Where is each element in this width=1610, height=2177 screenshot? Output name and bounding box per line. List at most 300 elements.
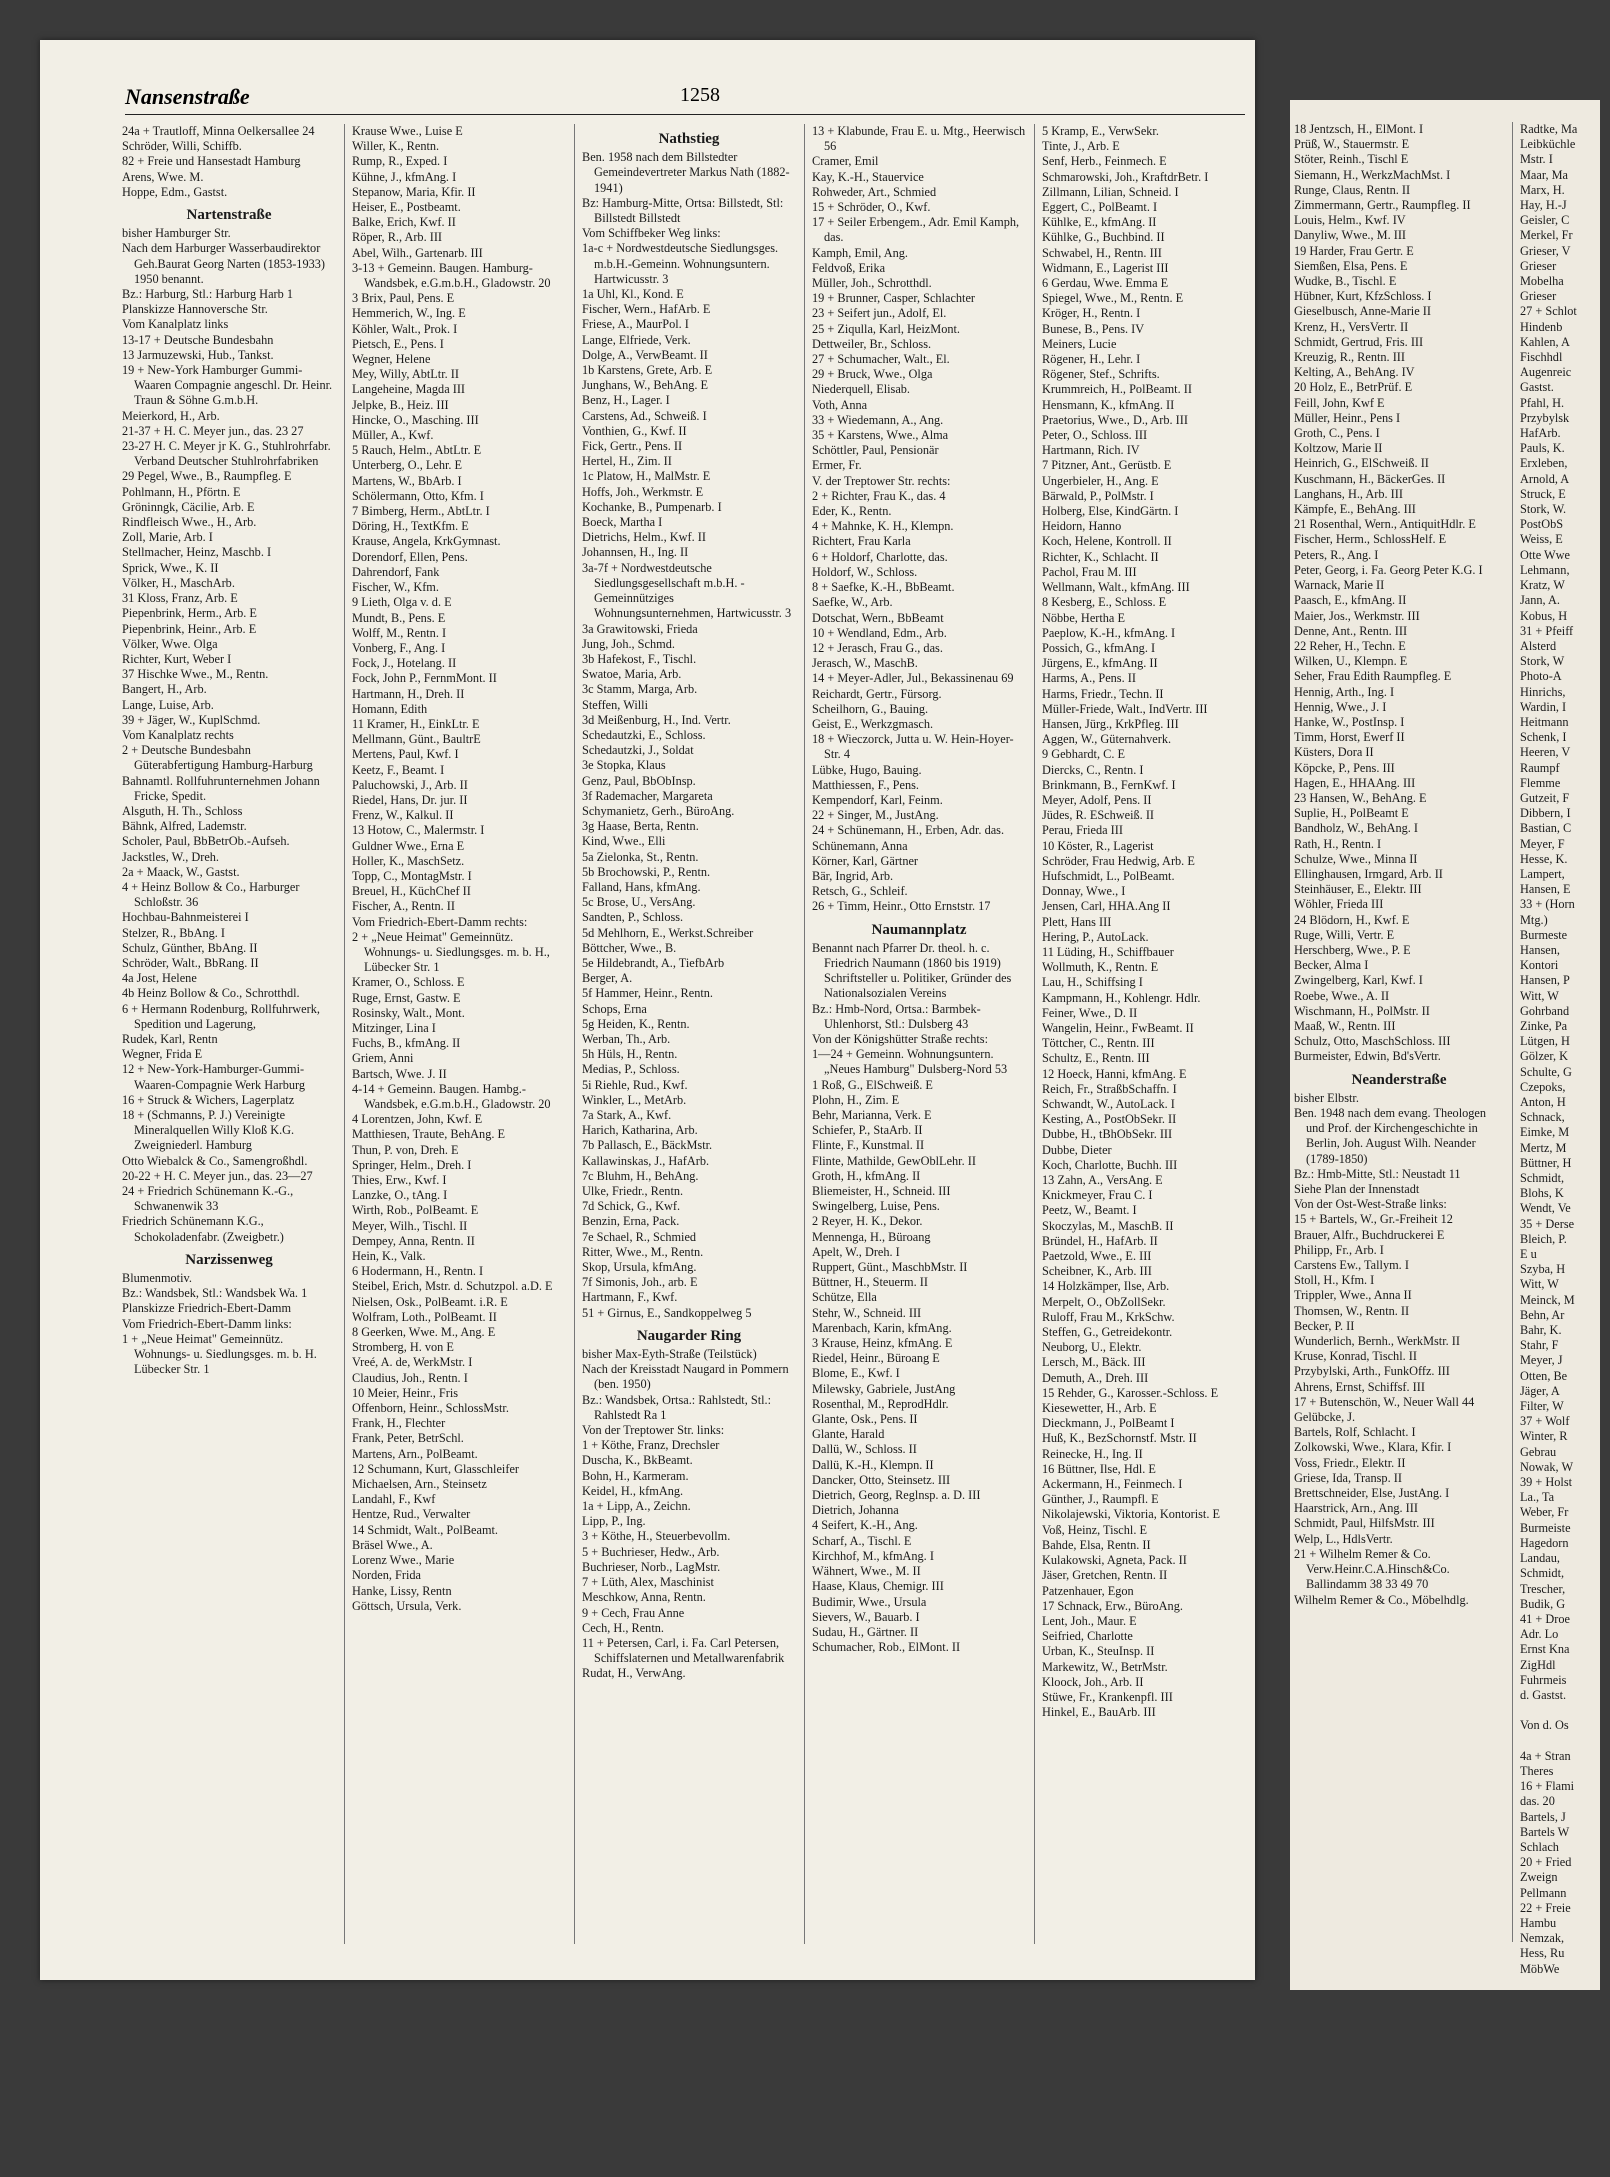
- directory-entry: 15 Rehder, G., Karosser.-Schloss. E: [1042, 1385, 1219, 1400]
- directory-entry: 5 Rauch, Helm., AbtLtr. E: [352, 443, 482, 458]
- directory-entry: 21-37 + H. C. Meyer jun., das. 23 27: [122, 423, 304, 438]
- directory-entry: Sandten, P., Schloss.: [582, 910, 684, 925]
- directory-entry: Urban, K., SteuInsp. II: [1042, 1644, 1155, 1659]
- directory-entry: Landahl, F., Kwf: [352, 1492, 436, 1507]
- directory-entry: Vom Friedrich-Ebert-Damm rechts:: [352, 914, 528, 929]
- directory-entry: Scharf, A., Tischl. E: [812, 1533, 912, 1548]
- directory-entry: Krause, Angela, KrkGymnast.: [352, 534, 501, 549]
- directory-entry: Schölermann, Otto, Kfm. I: [352, 488, 484, 503]
- directory-entry: 19 + New-York Hamburger Gummi-Waaren Compagnie angeschl. Dr. Heinr. Traun & Söhne G.m.b.H.: [122, 363, 333, 408]
- page-header: [125, 78, 1245, 115]
- directory-entry: 20 Holz, E., BetrPrüf. E: [1294, 380, 1413, 395]
- directory-entry: Bähnk, Alfred, Lademstr.: [122, 819, 247, 834]
- directory-entry: Köpcke, P., Pens. III: [1294, 760, 1395, 775]
- directory-entry: Nach der Kreisstadt Naugard in Pommern (ben. 1950): [582, 1362, 789, 1392]
- directory-entry: Bunese, B., Pens. IV: [1042, 321, 1145, 336]
- directory-entry: Zillmann, Lilian, Schneid. I: [1042, 184, 1179, 199]
- directory-entry: Meierkord, H., Arb.: [122, 408, 220, 423]
- directory-entry: Mey, Willy, AbtLtr. II: [352, 367, 459, 382]
- directory-entry: Frenz, W., Kalkul. II: [352, 808, 454, 823]
- directory-entry: Praetorius, Wwe., D., Arb. III: [1042, 412, 1188, 427]
- directory-entry: Rosinsky, Walt., Mont.: [352, 1005, 465, 1020]
- directory-entry: 7 + Lüth, Alex, Maschinist: [582, 1575, 714, 1590]
- directory-entry: Vreé, A. de, WerkMstr. I: [352, 1355, 473, 1370]
- directory-entry: Dahrendorf, Fank: [352, 564, 440, 579]
- directory-entry: 17 + Butenschön, W., Neuer Wall 44: [1294, 1394, 1475, 1409]
- directory-entry: Hartmann, Rich. IV: [1042, 443, 1140, 458]
- directory-entry: Kreuzig, R., Rentn. III: [1294, 350, 1405, 365]
- directory-entry: Böttcher, Wwe., B.: [582, 940, 677, 955]
- directory-entry-partial: Bahr, K.: [1520, 1323, 1562, 1338]
- directory-entry: 1 + Köthe, Franz, Drechsler: [582, 1438, 720, 1453]
- directory-entry: Martens, W., BbArb. I: [352, 473, 462, 488]
- directory-entry: Dallü, W., Schloss. II: [812, 1442, 917, 1457]
- directory-entry: 15 + Bartels, W., Gr.-Freiheit 12: [1294, 1212, 1453, 1227]
- directory-entry: Huß, K., BezSchornstf. Mstr. II: [1042, 1431, 1197, 1446]
- directory-entry: 2 + „Neue Heimat" Gemeinnütz. Wohnungs- u. Siedlungsges. m. b. H., Lübecker Str. 1: [352, 929, 550, 975]
- directory-entry-partial: 27 + Schlot: [1520, 304, 1577, 319]
- directory-entry: Feill, John, Kwf E: [1294, 395, 1385, 410]
- directory-entry: Ritter, Wwe., M., Rentn.: [582, 1244, 704, 1259]
- directory-entry: Voth, Anna: [812, 397, 868, 412]
- directory-entry-partial: Weber, Fr: [1520, 1505, 1569, 1520]
- directory-entry: Ben. 1958 nach dem Billstedter Gemeindevertreter Markus Nath (1882-1941): [582, 150, 790, 195]
- directory-entry: 7 Pitzner, Ant., Gerüstb. E: [1042, 458, 1172, 473]
- directory-entry: Kempendorf, Karl, Feinm.: [812, 792, 943, 807]
- directory-entry: Jensen, Carl, HHA.Ang II: [1042, 899, 1171, 914]
- directory-entry-partial: Bastian, C: [1520, 821, 1572, 836]
- directory-entry-partial: Meyer, F: [1520, 836, 1565, 851]
- directory-entry-partial: Gölzer, K: [1520, 1049, 1568, 1064]
- directory-entry: Bangert, H., Arb.: [122, 682, 207, 697]
- directory-entry: 11 Lüding, H., Schiffbauer: [1042, 944, 1174, 959]
- directory-entry: Senf, Herb., Feinmech. E: [1042, 154, 1167, 169]
- directory-entry: Günther, J., Raumpfl. E: [1042, 1492, 1159, 1507]
- directory-entry: 13-17 + Deutsche Bundesbahn: [122, 332, 274, 347]
- directory-entry-partial: Eimke, M: [1520, 1125, 1570, 1140]
- directory-entry: Wegner, Frida E: [122, 1047, 203, 1062]
- directory-entry: 1a + Lipp, A., Zeichn.: [582, 1499, 691, 1514]
- directory-entry: 29 Pegel, Wwe., B., Raumpfleg. E: [122, 469, 292, 484]
- directory-entry: Wirth, Rob., PolBeamt. E: [352, 1203, 479, 1218]
- directory-entry: 11 + Petersen, Carl, i. Fa. Carl Petersen, Schiffslaternen und Metallwarenfabrik: [582, 1635, 785, 1666]
- directory-entry: Köhler, Walt., Prok. I: [352, 321, 458, 336]
- directory-entry: Becker, P. II: [1294, 1318, 1355, 1333]
- directory-entry: Kesting, A., PostObSekr. II: [1042, 1112, 1177, 1127]
- directory-entry: 9 + Cech, Frau Anne: [582, 1605, 685, 1620]
- directory-entry: Przybylski, Arth., FunkOffz. III: [1294, 1364, 1450, 1379]
- directory-entry: Roebe, Wwe., A. II: [1294, 988, 1390, 1003]
- directory-entry: Von der Ost-West-Straße links:: [1294, 1197, 1447, 1212]
- directory-entry: Vom Kanalplatz links: [122, 317, 229, 332]
- directory-entry: Müller, A., Kwf.: [352, 428, 434, 443]
- directory-entry: 4a Jost, Helene: [122, 971, 197, 986]
- directory-entry-partial: Nemzak,: [1520, 1931, 1565, 1946]
- directory-entry: Groth, C., Pens. I: [1294, 426, 1380, 441]
- directory-entry: Kiesewetter, H., Arb. E: [1042, 1401, 1157, 1416]
- directory-entry: 3c Stamm, Marga, Arb.: [582, 682, 698, 697]
- directory-entry: Possich, G., kfmAng. I: [1042, 640, 1156, 655]
- directory-entry-partial: 16 + Flami: [1520, 1779, 1575, 1794]
- directory-entry: Tinte, J., Arb. E: [1042, 139, 1120, 154]
- directory-entry: 1 Roß, G., ElSchweiß. E: [812, 1077, 933, 1092]
- directory-entry: 5g Heiden, K., Rentn.: [582, 1016, 690, 1031]
- directory-entry: Harich, Katharina, Arb.: [582, 1123, 698, 1138]
- directory-entry: Peter, Georg, i. Fa. Georg Peter K.G. I: [1294, 562, 1483, 577]
- directory-entry: Paasch, E., kfmAng. II: [1294, 593, 1407, 608]
- directory-entry: Steffen, G., Getreidekontr.: [1042, 1325, 1173, 1340]
- directory-entry: Demuth, A., Dreh. III: [1042, 1370, 1149, 1385]
- directory-entry: 5c Brose, U., VersAng.: [582, 895, 696, 910]
- directory-entry: Milewsky, Gabriele, JustAng: [812, 1381, 956, 1396]
- directory-entry-partial: Winter, R: [1520, 1429, 1568, 1444]
- directory-entry: Sievers, W., Bauarb. I: [812, 1609, 920, 1624]
- directory-entry-partial: Alsterd: [1520, 638, 1557, 653]
- directory-entry: Meyer, Adolf, Pens. II: [1042, 792, 1152, 807]
- directory-entry: Müller, Heinr., Pens I: [1294, 410, 1401, 425]
- directory-entry: Voß, Heinz, Tischl. E: [1042, 1522, 1147, 1537]
- column-divider: [344, 124, 345, 1944]
- directory-entry: Schwandt, W., AutoLack. I: [1042, 1097, 1175, 1111]
- directory-entry-partial: 22 + Freie: [1520, 1900, 1571, 1915]
- directory-entry-partial: 31 + Pfeiff: [1520, 623, 1574, 638]
- directory-entry: 22 Reher, H., Techn. E: [1294, 638, 1406, 653]
- directory-entry: Vom Kanalplatz rechts: [122, 727, 234, 742]
- directory-entry: Hoffs, Joh., Werkmstr. E: [582, 484, 704, 499]
- directory-entry-partial: Raumpf: [1520, 760, 1560, 775]
- directory-entry: 82 + Freie und Hansestadt Hamburg: [122, 154, 301, 169]
- directory-entry-partial: Wardin, I: [1520, 699, 1567, 714]
- directory-entry: Holdorf, W., Schloss.: [812, 564, 918, 579]
- directory-entry: Jackstles, W., Dreh.: [122, 849, 219, 864]
- column-7-partial: [1520, 122, 1610, 1976]
- directory-entry: Budimir, Wwe., Ursula: [812, 1594, 927, 1609]
- directory-entry: Wollmuth, K., Rentn. E: [1042, 960, 1159, 975]
- directory-entry: Thomsen, W., Rentn. II: [1294, 1303, 1410, 1318]
- directory-entry: 7e Schael, R., Schmied: [582, 1229, 697, 1244]
- directory-entry-partial: Struck, E: [1520, 486, 1566, 501]
- directory-entry: Koch, Helene, Kontroll. II: [1042, 534, 1172, 549]
- directory-entry-partial: Hinrichs,: [1520, 684, 1566, 699]
- directory-entry: 5a Zielonka, St., Rentn.: [582, 849, 699, 864]
- directory-entry: 16 + Struck & Wichers, Lagerplatz: [122, 1092, 295, 1107]
- directory-entry: 3d Meißenburg, H., Ind. Vertr.: [582, 712, 731, 727]
- directory-entry-partial: Otte Wwe: [1520, 547, 1570, 562]
- directory-entry-partial: Leibküchle: [1520, 137, 1576, 152]
- directory-entry: Plett, Hans III: [1042, 914, 1112, 929]
- directory-entry: Fischer, A., Rentn. II: [352, 899, 455, 914]
- directory-entry: Suplie, H., PolBeamt E: [1294, 806, 1409, 821]
- directory-entry: 8 + Saefke, K.-H., BbBeamt.: [812, 580, 955, 595]
- directory-entry: Heiser, E., Postbeamt.: [352, 200, 461, 215]
- directory-entry: Junghans, W., BehAng. E: [582, 378, 709, 393]
- directory-entry: Körner, Karl, Gärtner: [812, 853, 919, 868]
- directory-entry-partial: Schmidt,: [1520, 1566, 1565, 1581]
- directory-entry: Flinte, F., Kunstmal. II: [812, 1138, 925, 1153]
- directory-entry: Alsguth, H. Th., Schloss: [122, 803, 243, 818]
- directory-entry: Arens, Wwe. M.: [122, 169, 204, 184]
- directory-entry: Schöttler, Paul, Pensionär: [812, 443, 939, 458]
- directory-entry-partial: Stahr, F: [1520, 1338, 1559, 1353]
- directory-entry: Töttcher, C., Rentn. III: [1042, 1036, 1155, 1051]
- directory-entry: Seher, Frau Edith Raumpfleg. E: [1294, 669, 1452, 684]
- directory-entry: Voss, Friedr., Elektr. II: [1294, 1455, 1406, 1470]
- directory-entry: Brauer, Alfr., Buchdruckerei E: [1294, 1227, 1445, 1242]
- directory-entry: Behr, Marianna, Verk. E: [812, 1108, 932, 1122]
- directory-entry: Hanke, Lissy, Rentn: [352, 1583, 452, 1598]
- directory-entry: Ungerbieler, H., Ang. E: [1042, 473, 1159, 488]
- directory-entry: Jung, Joh., Schmd.: [582, 636, 675, 651]
- directory-entry-partial: Geisler, C: [1520, 213, 1570, 228]
- directory-entry: Von der Königshütter Straße rechts:: [812, 1031, 988, 1046]
- directory-entry: Rath, H., Rentn. I: [1294, 836, 1382, 851]
- directory-entry: 13 Hotow, C., Malermstr. I: [352, 823, 485, 838]
- directory-entry: Wolfram, Loth., PolBeamt. II: [352, 1309, 497, 1324]
- directory-entry: 9 Lieth, Olga v. d. E: [352, 595, 452, 610]
- directory-entry-partial: HafArb.: [1520, 426, 1561, 441]
- directory-entry: Kramer, O., Schloss. E: [352, 975, 465, 990]
- directory-entry: Markewitz, W., BetrMstr.: [1042, 1659, 1168, 1674]
- directory-entry: Müller-Friede, Walt., IndVertr. III: [1042, 701, 1208, 716]
- directory-entry-partial: Heitmann: [1520, 714, 1569, 729]
- directory-entry: 10 Meier, Heinr., Fris: [352, 1385, 459, 1400]
- directory-entry-partial: Fuhrmeis: [1520, 1672, 1567, 1687]
- directory-entry: 12 Schumann, Kurt, Glasschleifer: [352, 1461, 519, 1476]
- directory-entry: Otto Wiebalck & Co., Samengroßhdl.: [122, 1153, 308, 1168]
- directory-entry: Fock, John P., FernmMont. II: [352, 671, 497, 686]
- directory-entry: 18 + (Schmanns, P. J.) Vereinigte Mineralquellen Willy Kloß K.G. Zweigniederl. Hamburg: [122, 1108, 295, 1153]
- directory-entry: 5 + Buchrieser, Hedw., Arb.: [582, 1544, 720, 1559]
- directory-entry: Fuchs, B., kfmAng. II: [352, 1036, 461, 1051]
- directory-entry: Blumenmotiv.: [122, 1271, 192, 1286]
- directory-entry: 2 + Deutsche Bundesbahn Güterabfertigung Hamburg-Harburg: [122, 743, 313, 773]
- directory-entry: Stoll, H., Kfm. I: [1294, 1273, 1375, 1288]
- directory-entry: Schulz, Günther, BbAng. II: [122, 940, 258, 955]
- directory-entry: 11 Kramer, H., EinkLtr. E: [352, 716, 480, 731]
- directory-entry: 1a-c + Nordwestdeutsche Siedlungsges. m.b.H.-Gemeinn. Wohnungsuntern. Hartwicusstr. 3: [582, 241, 779, 286]
- directory-entry: Eder, K., Rentn.: [812, 504, 892, 519]
- directory-entry: Cramer, Emil: [812, 154, 879, 169]
- directory-entry: Kamph, Emil, Ang.: [812, 245, 908, 260]
- directory-entry: Bär, Ingrid, Arb.: [812, 868, 894, 883]
- directory-entry: Riedel, Hans, Dr. jur. II: [352, 792, 468, 807]
- directory-entry: Lipp, P., Ing.: [582, 1514, 646, 1529]
- directory-entry-partial: Schenk, I: [1520, 730, 1567, 745]
- directory-entry: Brettschneider, Else, JustAng. I: [1294, 1486, 1450, 1501]
- directory-entry: 5b Brochowski, P., Rentn.: [582, 864, 711, 879]
- directory-entry: Bandholz, W., BehAng. I: [1294, 821, 1418, 836]
- directory-entry: Johannsen, H., Ing. II: [582, 545, 689, 560]
- directory-entry: Hagen, E., HHAAng. III: [1294, 775, 1416, 790]
- directory-entry: 25 + Ziqulla, Karl, HeizMont.: [812, 321, 960, 336]
- directory-entry: Genz, Paul, BbObInsp.: [582, 773, 696, 788]
- directory-entry: Vom Schiffbeker Weg links:: [582, 226, 721, 241]
- directory-entry: Wudke, B., Tischl. E: [1294, 274, 1397, 289]
- directory-entry: Flinte, Mathilde, GewOblLehr. II: [812, 1153, 976, 1168]
- directory-entry: Burmeister, Edwin, Bd'sVertr.: [1294, 1049, 1441, 1064]
- directory-entry-partial: Budik, G: [1520, 1596, 1566, 1611]
- directory-entry: Krause Wwe., Luise E: [352, 124, 463, 138]
- directory-entry-partial: Zinke, Pa: [1520, 1018, 1568, 1033]
- directory-entry: Kühne, J., kfmAng. I: [352, 169, 457, 184]
- column-2: [352, 124, 566, 1954]
- directory-entry: Haase, Klaus, Chemigr. III: [812, 1579, 944, 1594]
- directory-entry: Becker, Alma I: [1294, 958, 1369, 973]
- directory-entry: Kay, K.-H., Stauervice: [812, 169, 924, 184]
- directory-entry: Döring, H., TextKfm. E: [352, 519, 469, 534]
- directory-entry: 1—24 + Gemeinn. Wohnungsuntern. „Neues Hamburg" Dulsberg-Nord 53: [812, 1047, 1008, 1077]
- directory-entry: Hochbau-Bahnmeisterei I: [122, 910, 249, 925]
- directory-entry: Runge, Claus, Rentn. II: [1294, 182, 1411, 197]
- directory-entry: 5f Hammer, Heinr., Rentn.: [582, 986, 713, 1001]
- directory-entry: Harms, A., Pens. II: [1042, 671, 1136, 686]
- directory-entry-partial: Meinck, M: [1520, 1292, 1575, 1307]
- directory-entry: 3a Grawitowski, Frieda: [582, 621, 698, 636]
- directory-entry: Kühlke, E., kfmAng. II: [1042, 215, 1157, 230]
- directory-entry: 3-13 + Gemeinn. Baugen. Hamburg-Wandsbek, e.G.m.b.H., Gladowstr. 20: [352, 260, 551, 291]
- directory-entry: 4 Seifert, K.-H., Ang.: [812, 1518, 918, 1533]
- directory-entry: 6 + Hermann Rodenburg, Rollfuhrwerk, Spedition und Lagerung,: [122, 1001, 320, 1031]
- directory-entry: Dempey, Anna, Rentn. II: [352, 1233, 475, 1248]
- directory-entry: Völker, H., MaschArb.: [122, 575, 235, 590]
- directory-entry: Swingelberg, Luise, Pens.: [812, 1199, 940, 1214]
- directory-entry: Widmann, E., Lagerist III: [1042, 260, 1169, 275]
- directory-entry: 3f Rademacher, Margareta: [582, 788, 713, 803]
- directory-entry: Fischer, Wern., HafArb. E: [582, 302, 711, 317]
- directory-entry: Eggert, C., PolBeamt. I: [1042, 200, 1158, 215]
- directory-entry: Dorendorf, Ellen, Pens.: [352, 549, 468, 564]
- directory-entry: Wangelin, Heinr., FwBeamt. II: [1042, 1020, 1194, 1035]
- directory-entry-partial: PostObS: [1520, 517, 1564, 532]
- directory-entry-partial: Marx, H.: [1520, 182, 1565, 197]
- directory-entry: 7b Pallasch, E., BäckMstr.: [582, 1138, 713, 1153]
- directory-entry: 2 + Richter, Frau K., das. 4: [812, 488, 946, 503]
- directory-entry: Bräsel Wwe., A.: [352, 1537, 433, 1552]
- directory-entry-partial: Theres: [1520, 1763, 1554, 1778]
- directory-entry: Griese, Ida, Transp. II: [1294, 1470, 1402, 1485]
- directory-entry: Lau, H., Schiffsing I: [1042, 975, 1143, 990]
- directory-entry: Groth, H., kfmAng. II: [812, 1168, 921, 1183]
- directory-entry-partial: Hansen, E: [1520, 882, 1571, 897]
- directory-entry: 19 Harder, Frau Gertr. E: [1294, 243, 1414, 258]
- directory-entry: Frank, Peter, BetrSchl.: [352, 1431, 464, 1446]
- directory-entry: Rögener, H., Lehr. I: [1042, 352, 1141, 367]
- directory-entry: Richter, Kurt, Weber I: [122, 651, 232, 666]
- directory-entry: 4b Heinz Bollow & Co., Schrotthdl.: [122, 986, 300, 1001]
- directory-entry-partial: Zweign: [1520, 1870, 1558, 1885]
- directory-entry: Rudat, H., VerwAng.: [582, 1666, 686, 1681]
- directory-entry-partial: Przybylsk: [1520, 410, 1570, 425]
- directory-entry: Ackermann, H., Feinmech. I: [1042, 1477, 1183, 1492]
- directory-entry: 18 + Wieczorck, Jutta u. W. Hein-Hoyer-Str. 4: [812, 732, 1014, 762]
- directory-entry: Scheibner, K., Arb. III: [1042, 1264, 1152, 1279]
- directory-entry: Lange, Luise, Arb.: [122, 697, 214, 712]
- directory-entry: 5i Riehle, Rud., Kwf.: [582, 1077, 688, 1092]
- directory-entry: Benannt nach Pfarrer Dr. theol. h. c. Friedrich Naumann (1860 bis 1919) Schriftsteller u. Politiker, Gründer des Nationalsozialen Vereins: [812, 940, 1012, 1001]
- directory-entry: Bz: Hamburg-Mitte, Ortsa: Billstedt, Stl: Billstedt Billstedt: [582, 195, 784, 226]
- directory-entry: Hertel, H., Zim. II: [582, 454, 672, 469]
- directory-entry-partial: Jäger, A: [1520, 1383, 1560, 1398]
- directory-entry: Holler, K., MaschSetz.: [352, 853, 465, 868]
- directory-entry: Rosenthal, M., ReprodHdlr.: [812, 1396, 949, 1411]
- directory-entry: Gelübcke, J.: [1294, 1410, 1356, 1425]
- directory-entry: Wunderlich, Bernh., WerkMstr. II: [1294, 1334, 1460, 1349]
- directory-entry: 10 + Wendland, Edm., Arb.: [812, 625, 947, 640]
- directory-entry: 4 Lorentzen, John, Kwf. E: [352, 1112, 483, 1127]
- directory-entry-partial: Schnack,: [1520, 1110, 1565, 1125]
- directory-entry: Trippler, Wwe., Anna II: [1294, 1288, 1412, 1303]
- directory-entry: Pietsch, E., Pens. I: [352, 336, 444, 351]
- directory-entry: Stelzer, R., BbAng. I: [122, 925, 225, 940]
- directory-entry: Kochanke, B., Pumpenarb. I: [582, 499, 722, 514]
- directory-entry-partial: Burmeiste: [1520, 1520, 1571, 1535]
- directory-entry: 24 Blödorn, H., Kwf. E: [1294, 912, 1410, 927]
- directory-entry-partial: Kahlen, A: [1520, 334, 1570, 349]
- directory-entry: 2 Reyer, H. K., Dekor.: [812, 1214, 923, 1229]
- directory-entry: Kind, Wwe., Elli: [582, 834, 666, 849]
- directory-entry: Falland, Hans, kfmAng.: [582, 879, 701, 894]
- directory-entry-partial: Lütgen, H: [1520, 1034, 1570, 1049]
- directory-entry: Rindfleisch Wwe., H., Arb.: [122, 515, 257, 530]
- directory-entry: Harms, Friedr., Techn. II: [1042, 686, 1164, 701]
- directory-entry: 37 Hischke Wwe., M., Rentn.: [122, 667, 269, 682]
- directory-entry: Louis, Helm., Kwf. IV: [1294, 213, 1406, 228]
- directory-entry: Spiegel, Wwe., M., Rentn. E: [1042, 291, 1184, 306]
- directory-entry-partial: Otten, Be: [1520, 1368, 1568, 1383]
- directory-entry: Hennig, Wwe., J. I: [1294, 699, 1387, 714]
- directory-entry: Fick, Gertr., Pens. II: [582, 439, 683, 454]
- directory-entry: Rögener, Stef., Schrifts.: [1042, 367, 1160, 382]
- directory-entry: Stehr, W., Schneid. III: [812, 1305, 922, 1320]
- directory-entry: Kallawinskas, J., HafArb.: [582, 1153, 710, 1168]
- directory-entry: Lübke, Hugo, Bauing.: [812, 762, 922, 777]
- directory-entry: 14 Schmidt, Walt., PolBeamt.: [352, 1522, 499, 1537]
- directory-entry: Feiner, Wwe., D. II: [1042, 1005, 1138, 1020]
- directory-entry: 5h Hüls, H., Rentn.: [582, 1047, 678, 1062]
- directory-entry: 7 Bimberg, Herm., AbtLtr. I: [352, 504, 490, 519]
- directory-entry-partial: Wendt, Ve: [1520, 1201, 1571, 1216]
- directory-entry: 26 + Timm, Heinr., Otto Ernststr. 17: [812, 899, 991, 914]
- directory-entry-partial: Flemme: [1520, 775, 1561, 790]
- directory-entry-partial: [1520, 1734, 1610, 1749]
- directory-entry: Langhans, H., Arb. III: [1294, 486, 1403, 501]
- directory-entry-partial: MöbWe: [1520, 1961, 1560, 1976]
- directory-entry: Zoll, Marie, Arb. I: [122, 530, 213, 545]
- directory-entry: Siehe Plan der Innenstadt: [1294, 1182, 1420, 1197]
- directory-entry: 23 + Seifert jun., Adolf, El.: [812, 306, 947, 321]
- directory-entry: Fock, J., Hotelang. II: [352, 656, 457, 671]
- directory-entry-partial: Jann, A.: [1520, 593, 1560, 608]
- directory-entry: Reich, Fr., StraßbSchaffn. I: [1042, 1081, 1177, 1096]
- directory-entry-partial: Czepoks,: [1520, 1079, 1566, 1094]
- directory-entry: Dallü, K.-H., Klempn. II: [812, 1457, 934, 1472]
- directory-entry: Boeck, Martha I: [582, 515, 663, 530]
- directory-entry: Niederquell, Elisab.: [812, 382, 911, 397]
- directory-entry: Rump, R., Exped. I: [352, 154, 448, 169]
- directory-entry-partial: Heeren, V: [1520, 745, 1571, 760]
- directory-entry: Pachol, Frau M. III: [1042, 564, 1137, 579]
- directory-entry: Kelting, A., BehAng. IV: [1294, 365, 1415, 380]
- street-heading: Naumannplatz: [871, 921, 967, 938]
- directory-entry: Langeheine, Magda III: [352, 382, 466, 397]
- column-6: [1294, 122, 1504, 1952]
- directory-entry: Bz.: Hmb-Mitte, Stl.: Neustadt 11: [1294, 1166, 1461, 1181]
- directory-entry: Marenbach, Karin, kfmAng.: [812, 1320, 952, 1335]
- directory-entry: Claudius, Joh., Rentn. I: [352, 1370, 468, 1385]
- directory-entry: bisher Elbstr.: [1294, 1090, 1359, 1105]
- directory-entry-partial: Hansen, P: [1520, 973, 1570, 988]
- directory-entry: Krummreich, H., PolBeamt. II: [1042, 382, 1192, 397]
